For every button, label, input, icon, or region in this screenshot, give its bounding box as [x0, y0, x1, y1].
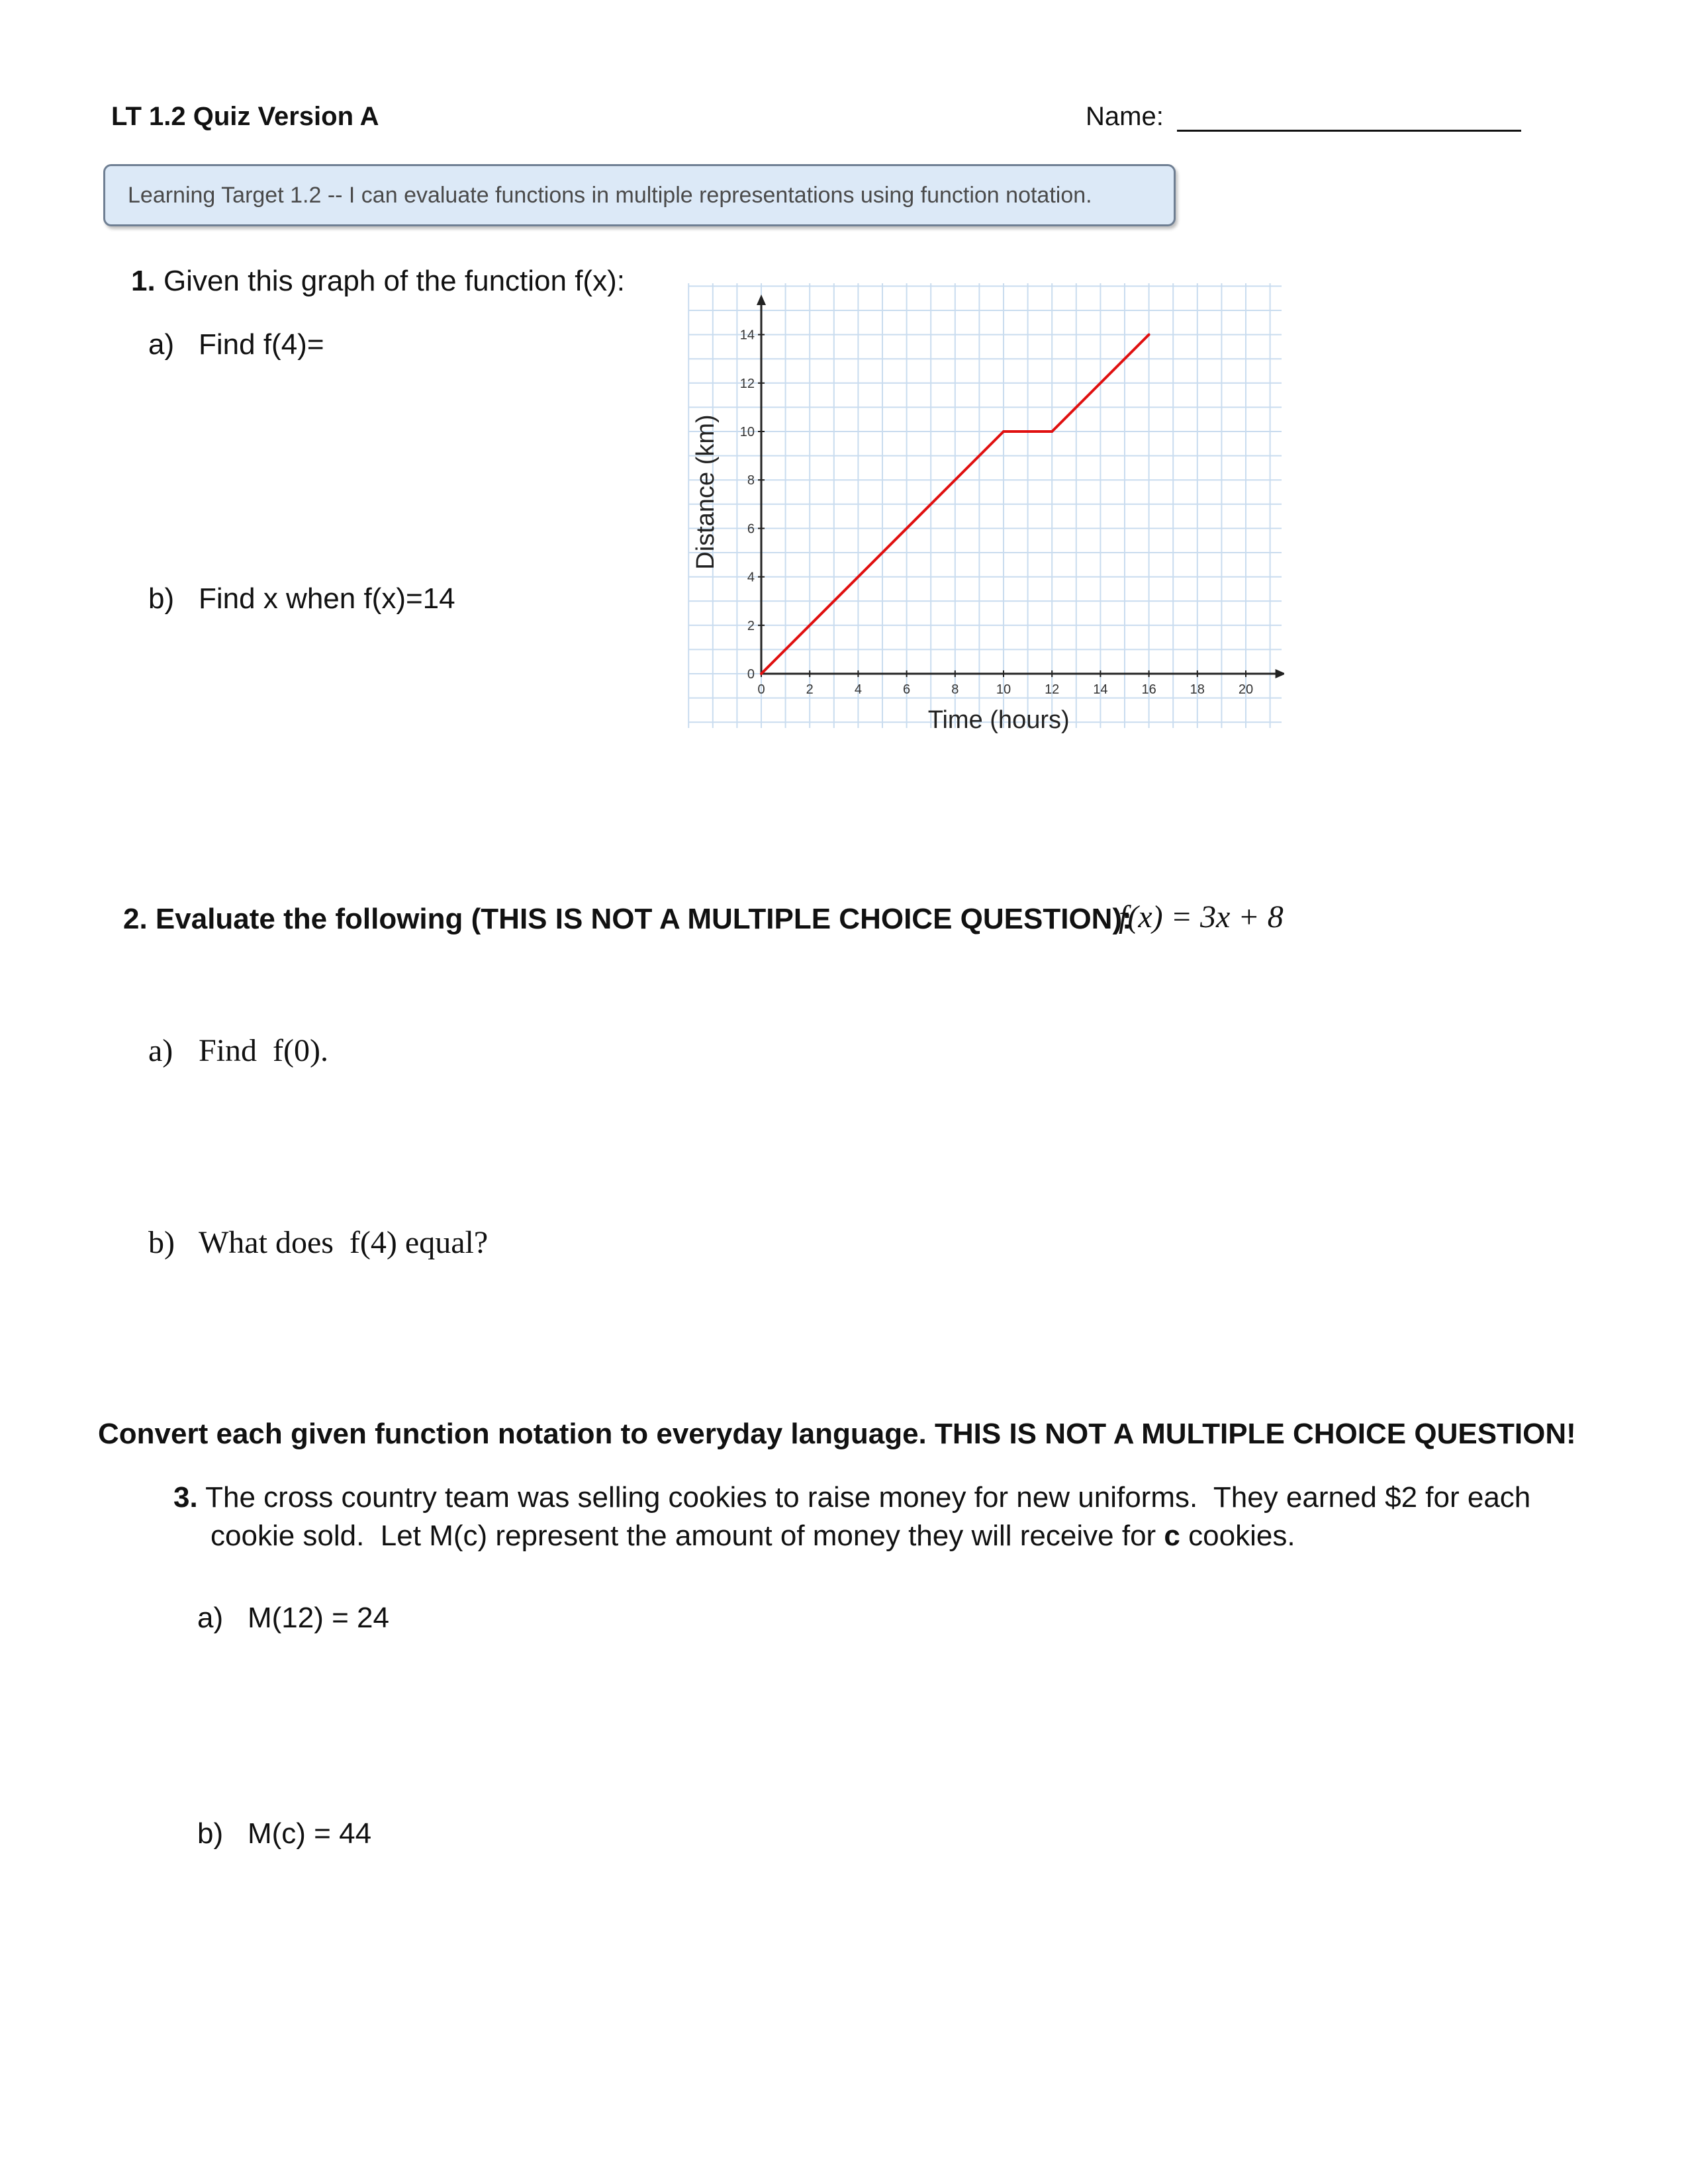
y-tick-label: 6	[747, 522, 755, 537]
x-tick-label: 8	[951, 682, 959, 697]
y-tick-label: 14	[739, 328, 755, 343]
x-tick-label: 14	[1093, 682, 1108, 697]
quiz-title: LT 1.2 Quiz Version A	[111, 102, 379, 131]
question-2-function: f(x) = 3x + 8	[1119, 899, 1284, 934]
question-1a	[148, 328, 324, 361]
x-tick-label: 4	[854, 682, 862, 697]
y-tick-label: 12	[739, 376, 755, 391]
question-3-variable: c	[1164, 1520, 1180, 1552]
question-1a-text: Find f(4)=	[199, 328, 324, 361]
question-2b-label: b)	[148, 1225, 175, 1260]
graph-axes	[757, 295, 1284, 678]
name-answer-line[interactable]	[1177, 130, 1521, 132]
x-tick-label: 16	[1141, 682, 1156, 697]
question-3-number: 3.	[173, 1481, 198, 1514]
question-3-text-3: cookies.	[1180, 1520, 1295, 1552]
question-3a-label: a)	[197, 1602, 224, 1634]
question-2b	[148, 1224, 488, 1261]
x-tick-label: 2	[806, 682, 814, 697]
question-3a-text: M(12) = 24	[248, 1602, 389, 1634]
question-2a-text: Find f(0).	[199, 1033, 328, 1068]
y-tick-label: 0	[747, 667, 755, 682]
question-1-text: Given this graph of the function f(x):	[163, 265, 625, 297]
question-1b	[148, 582, 455, 615]
question-3-line-2	[211, 1520, 1295, 1553]
x-tick-label: 12	[1045, 682, 1060, 697]
y-tick-label: 10	[739, 425, 755, 439]
data-point	[1148, 334, 1150, 336]
question-2b-text: What does f(4) equal?	[199, 1225, 489, 1260]
y-axis-label: Distance (km)	[692, 414, 720, 570]
x-tick-label: 20	[1238, 682, 1254, 697]
question-2a-label: a)	[148, 1033, 173, 1068]
question-2a	[148, 1032, 328, 1069]
data-point	[1002, 430, 1005, 433]
question-1b-text: Find x when f(x)=14	[199, 582, 455, 615]
question-3-text-1: The cross country team was selling cookies to raise money for new uniforms. They earned $2 for each	[205, 1481, 1531, 1514]
x-tick-label: 0	[757, 682, 765, 697]
graph-grid	[688, 283, 1282, 728]
y-tick-label: 2	[747, 618, 755, 633]
x-tick-label: 6	[903, 682, 911, 697]
x-tick-label: 18	[1190, 682, 1205, 697]
question-2-heading: 2. Evaluate the following (THIS IS NOT A MULTIPLE CHOICE QUESTION):	[123, 903, 1132, 935]
x-axis-label: Time (hours)	[927, 706, 1070, 734]
name-label: Name:	[1086, 102, 1164, 131]
section-3-heading: Convert each given function notation to everyday language. THIS IS NOT A MULTIPLE CHOICE QUESTION!	[98, 1418, 1576, 1450]
question-3a	[197, 1602, 389, 1635]
data-point	[1051, 430, 1053, 433]
y-tick-label: 4	[747, 570, 755, 585]
question-1-prompt	[131, 265, 625, 298]
x-axis-arrow-icon	[1276, 669, 1284, 678]
learning-target-banner	[103, 164, 1176, 226]
question-3b-label: b)	[197, 1817, 224, 1850]
y-axis-arrow-icon	[757, 295, 766, 305]
question-1a-label: a)	[148, 328, 175, 361]
question-1-number: 1.	[131, 265, 156, 297]
x-tick-label: 10	[996, 682, 1011, 697]
function-graph	[682, 278, 1284, 741]
question-1b-label: b)	[148, 582, 175, 615]
question-3-text-2: cookie sold. Let M(c) represent the amount of money they will receive for	[211, 1520, 1164, 1552]
learning-target-text: Learning Target 1.2 -- I can evaluate functions in multiple representations using function notation.	[128, 182, 1092, 208]
question-3b-text: M(c) = 44	[248, 1817, 372, 1850]
question-3b	[197, 1817, 371, 1850]
y-tick-label: 8	[747, 473, 755, 488]
question-3-line-1	[173, 1481, 1530, 1514]
data-point	[760, 672, 763, 675]
